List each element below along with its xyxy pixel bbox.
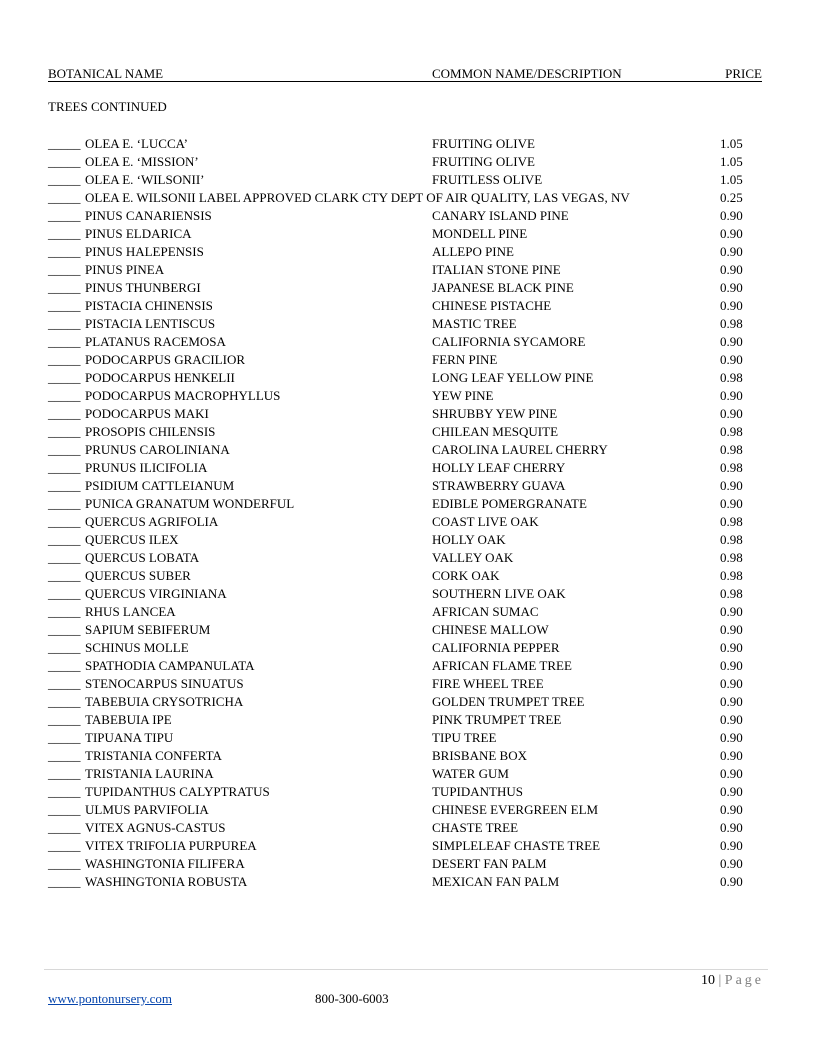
order-blank: _____: [48, 730, 81, 745]
price: 0.90: [720, 604, 743, 619]
order-blank: _____: [48, 190, 81, 205]
price: 0.90: [720, 676, 743, 691]
common-name: FRUITING OLIVE: [432, 136, 535, 151]
order-blank: _____: [48, 298, 81, 313]
botanical-name: QUERCUS SUBER: [85, 568, 191, 583]
table-row: [48, 801, 762, 819]
table-row: [48, 405, 762, 423]
botanical-name: WASHINGTONIA FILIFERA: [85, 856, 245, 871]
botanical-name: PODOCARPUS MAKI: [85, 406, 209, 421]
page-number-value: 10: [700, 973, 715, 988]
botanical-name: TRISTANIA LAURINA: [85, 766, 214, 781]
botanical-name: VITEX TRIFOLIA PURPUREA: [85, 838, 257, 853]
table-row: [48, 513, 762, 531]
header-price: PRICE: [718, 66, 762, 82]
botanical-name: OLEA E. ‘LUCCA’: [85, 136, 188, 151]
order-blank: _____: [48, 172, 81, 187]
order-blank: _____: [48, 262, 81, 277]
table-row: [48, 675, 762, 693]
table-row: [48, 765, 762, 783]
order-blank: _____: [48, 586, 81, 601]
price: 0.90: [720, 208, 743, 223]
common-name: HOLLY LEAF CHERRY: [432, 460, 566, 475]
table-row: [48, 747, 762, 765]
order-blank: _____: [48, 568, 81, 583]
common-name: TUPIDANTHUS: [432, 784, 523, 799]
botanical-name: PODOCARPUS GRACILIOR: [85, 352, 245, 367]
botanical-name: OLEA E. WILSONII LABEL APPROVED CLARK CTY DEPT OF AIR QUALITY, LAS VEGAS, NV: [85, 190, 630, 205]
botanical-name: SCHINUS MOLLE: [85, 640, 189, 655]
order-blank: _____: [48, 352, 81, 367]
price: 0.90: [720, 748, 743, 763]
section-title: TREES CONTINUED: [48, 99, 167, 114]
common-name: TIPU TREE: [432, 730, 497, 745]
order-blank: _____: [48, 748, 81, 763]
botanical-name: QUERCUS VIRGINIANA: [85, 586, 227, 601]
order-blank: _____: [48, 424, 81, 439]
order-blank: _____: [48, 370, 81, 385]
botanical-name: TIPUANA TIPU: [85, 730, 174, 745]
common-name: CALIFORNIA SYCAMORE: [432, 334, 586, 349]
order-blank: _____: [48, 802, 81, 817]
order-blank: _____: [48, 154, 81, 169]
botanical-name: SAPIUM SEBIFERUM: [85, 622, 211, 637]
price: 0.98: [720, 424, 743, 439]
table-row: [48, 855, 762, 873]
price: 0.90: [720, 622, 743, 637]
price: 0.90: [720, 730, 743, 745]
price: 0.90: [720, 874, 743, 889]
common-name: MEXICAN FAN PALM: [432, 874, 560, 889]
order-blank: _____: [48, 226, 81, 241]
common-name: FRUITING OLIVE: [432, 154, 535, 169]
table-row: [48, 333, 762, 351]
price: 1.05: [720, 154, 743, 169]
price: 0.98: [720, 568, 743, 583]
price: 0.98: [720, 442, 743, 457]
table-row: [48, 603, 762, 621]
price: 0.90: [720, 712, 743, 727]
price: 0.98: [720, 514, 743, 529]
price: 1.05: [720, 136, 743, 151]
common-name: MASTIC TREE: [432, 316, 517, 331]
price: 0.90: [720, 838, 743, 853]
price: 0.90: [720, 766, 743, 781]
order-blank: _____: [48, 676, 81, 691]
common-name: CHILEAN MESQUITE: [432, 424, 559, 439]
table-row: [48, 783, 762, 801]
price: 0.90: [720, 334, 743, 349]
common-name: SHRUBBY YEW PINE: [432, 406, 558, 421]
price: 0.98: [720, 370, 743, 385]
common-name: FERN PINE: [432, 352, 498, 367]
table-row: [48, 477, 762, 495]
price: 1.05: [720, 172, 743, 187]
botanical-name: RHUS LANCEA: [85, 604, 176, 619]
common-name: CAROLINA LAUREL CHERRY: [432, 442, 608, 457]
table-row: [48, 567, 762, 585]
table-row: [48, 225, 762, 243]
order-blank: _____: [48, 532, 81, 547]
order-blank: _____: [48, 280, 81, 295]
order-blank: _____: [48, 208, 81, 223]
page-separator: |: [718, 973, 722, 988]
order-blank: _____: [48, 478, 81, 493]
botanical-name: TRISTANIA CONFERTA: [85, 748, 222, 763]
botanical-name: PUNICA GRANATUM WONDERFUL: [85, 496, 295, 511]
price: 0.90: [720, 280, 743, 295]
table-row: [48, 729, 762, 747]
price: 0.90: [720, 262, 743, 277]
table-row: [48, 585, 762, 603]
common-name: CALIFORNIA PEPPER: [432, 640, 560, 655]
common-name: MONDELL PINE: [432, 226, 528, 241]
table-row: [48, 693, 762, 711]
order-blank: _____: [48, 334, 81, 349]
common-name: BRISBANE BOX: [432, 748, 527, 763]
price: 0.90: [720, 496, 743, 511]
botanical-name: PINUS ELDARICA: [85, 226, 192, 241]
botanical-name: PINUS PINEA: [85, 262, 165, 277]
table-row: [48, 837, 762, 855]
order-blank: _____: [48, 622, 81, 637]
common-name: STRAWBERRY GUAVA: [432, 478, 566, 493]
order-blank: _____: [48, 784, 81, 799]
column-header: [48, 66, 762, 82]
order-blank: _____: [48, 712, 81, 727]
common-name: EDIBLE POMERGRANATE: [432, 496, 587, 511]
order-blank: _____: [48, 658, 81, 673]
price: 0.98: [720, 460, 743, 475]
botanical-name: PRUNUS ILICIFOLIA: [85, 460, 208, 475]
common-name: ALLEPO PINE: [432, 244, 514, 259]
common-name: FIRE WHEEL TREE: [432, 676, 544, 691]
order-blank: _____: [48, 820, 81, 835]
common-name: ITALIAN STONE PINE: [432, 262, 561, 277]
botanical-name: PODOCARPUS MACROPHYLLUS: [85, 388, 281, 403]
common-name: AFRICAN FLAME TREE: [432, 658, 572, 673]
table-row: [48, 459, 762, 477]
page-number: [701, 972, 764, 990]
common-name: YEW PINE: [432, 388, 494, 403]
botanical-name: QUERCUS AGRIFOLIA: [85, 514, 219, 529]
botanical-name: PROSOPIS CHILENSIS: [85, 424, 216, 439]
common-name: PINK TRUMPET TREE: [432, 712, 562, 727]
botanical-name: PSIDIUM CATTLEIANUM: [85, 478, 235, 493]
page-label: Page: [724, 973, 764, 988]
table-row: [48, 621, 762, 639]
botanical-name: PISTACIA CHINENSIS: [85, 298, 213, 313]
common-name: CHINESE MALLOW: [432, 622, 549, 637]
table-row: [48, 441, 762, 459]
botanical-name: PINUS HALEPENSIS: [85, 244, 204, 259]
website-link[interactable]: www.pontonursery.com: [48, 991, 172, 1006]
price: 0.90: [720, 856, 743, 871]
botanical-name: SPATHODIA CAMPANULATA: [85, 658, 255, 673]
order-blank: _____: [48, 496, 81, 511]
order-blank: _____: [48, 460, 81, 475]
price-list: [48, 135, 762, 891]
table-row: [48, 135, 762, 153]
price: 0.90: [720, 694, 743, 709]
table-row: [48, 423, 762, 441]
botanical-name: PINUS THUNBERGI: [85, 280, 201, 295]
table-row: [48, 243, 762, 261]
order-blank: _____: [48, 136, 81, 151]
common-name: CHASTE TREE: [432, 820, 519, 835]
table-row: [48, 387, 762, 405]
price: 0.90: [720, 388, 743, 403]
table-row: [48, 315, 762, 333]
common-name: LONG LEAF YELLOW PINE: [432, 370, 594, 385]
order-blank: _____: [48, 442, 81, 457]
price: 0.90: [720, 298, 743, 313]
price: 0.90: [720, 820, 743, 835]
common-name: GOLDEN TRUMPET TREE: [432, 694, 585, 709]
price: 0.90: [720, 640, 743, 655]
table-row: [48, 531, 762, 549]
botanical-name: OLEA E. ‘MISSION’: [85, 154, 199, 169]
common-name: CANARY ISLAND PINE: [432, 208, 569, 223]
order-blank: _____: [48, 856, 81, 871]
price: 0.25: [720, 190, 743, 205]
botanical-name: PODOCARPUS HENKELII: [85, 370, 235, 385]
price: 0.90: [720, 658, 743, 673]
header-common-name: COMMON NAME/DESCRIPTION: [432, 66, 718, 82]
order-blank: _____: [48, 388, 81, 403]
table-row: [48, 819, 762, 837]
botanical-name: PINUS CANARIENSIS: [85, 208, 212, 223]
table-row: [48, 261, 762, 279]
price: 0.90: [720, 784, 743, 799]
table-row: [48, 351, 762, 369]
botanical-name: OLEA E. ‘WILSONII’: [85, 172, 205, 187]
order-blank: _____: [48, 694, 81, 709]
common-name: DESERT FAN PALM: [432, 856, 547, 871]
common-name: CORK OAK: [432, 568, 500, 583]
botanical-name: QUERCUS ILEX: [85, 532, 179, 547]
table-row: [48, 657, 762, 675]
price: 0.90: [720, 406, 743, 421]
common-name: CHINESE EVERGREEN ELM: [432, 802, 599, 817]
order-blank: _____: [48, 766, 81, 781]
price: 0.90: [720, 478, 743, 493]
botanical-name: VITEX AGNUS-CASTUS: [85, 820, 226, 835]
table-row: [48, 711, 762, 729]
table-row: [48, 189, 762, 207]
table-row: [48, 153, 762, 171]
order-blank: _____: [48, 838, 81, 853]
common-name: COAST LIVE OAK: [432, 514, 539, 529]
table-row: [48, 207, 762, 225]
common-name: HOLLY OAK: [432, 532, 506, 547]
table-row: [48, 297, 762, 315]
price: 0.98: [720, 532, 743, 547]
header-botanical-name: BOTANICAL NAME: [48, 66, 432, 82]
order-blank: _____: [48, 316, 81, 331]
table-row: [48, 171, 762, 189]
table-row: [48, 873, 762, 891]
footer-divider: [44, 969, 768, 970]
botanical-name: PLATANUS RACEMOSA: [85, 334, 226, 349]
botanical-name: PISTACIA LENTISCUS: [85, 316, 216, 331]
botanical-name: STENOCARPUS SINUATUS: [85, 676, 244, 691]
phone-number: 800-300-6003: [315, 991, 389, 1006]
price: 0.98: [720, 316, 743, 331]
price: 0.90: [720, 352, 743, 367]
table-row: [48, 495, 762, 513]
common-name: AFRICAN SUMAC: [432, 604, 539, 619]
order-blank: _____: [48, 874, 81, 889]
price: 0.90: [720, 802, 743, 817]
botanical-name: TABEBUIA IPE: [85, 712, 172, 727]
common-name: SIMPLELEAF CHASTE TREE: [432, 838, 601, 853]
table-row: [48, 369, 762, 387]
order-blank: _____: [48, 604, 81, 619]
table-row: [48, 549, 762, 567]
botanical-name: WASHINGTONIA ROBUSTA: [85, 874, 248, 889]
common-name: JAPANESE BLACK PINE: [432, 280, 574, 295]
common-name: FRUITLESS OLIVE: [432, 172, 543, 187]
botanical-name: QUERCUS LOBATA: [85, 550, 200, 565]
price: 0.98: [720, 586, 743, 601]
botanical-name: ULMUS PARVIFOLIA: [85, 802, 209, 817]
common-name: CHINESE PISTACHE: [432, 298, 552, 313]
table-row: [48, 279, 762, 297]
price: 0.90: [720, 226, 743, 241]
order-blank: _____: [48, 550, 81, 565]
common-name: SOUTHERN LIVE OAK: [432, 586, 566, 601]
order-blank: _____: [48, 406, 81, 421]
price: 0.90: [720, 244, 743, 259]
order-blank: _____: [48, 640, 81, 655]
order-blank: _____: [48, 514, 81, 529]
botanical-name: TUPIDANTHUS CALYPTRATUS: [85, 784, 270, 799]
botanical-name: TABEBUIA CRYSOTRICHA: [85, 694, 244, 709]
table-row: [48, 639, 762, 657]
order-blank: _____: [48, 244, 81, 259]
common-name: WATER GUM: [432, 766, 509, 781]
common-name: VALLEY OAK: [432, 550, 514, 565]
price: 0.98: [720, 550, 743, 565]
botanical-name: PRUNUS CAROLINIANA: [85, 442, 230, 457]
